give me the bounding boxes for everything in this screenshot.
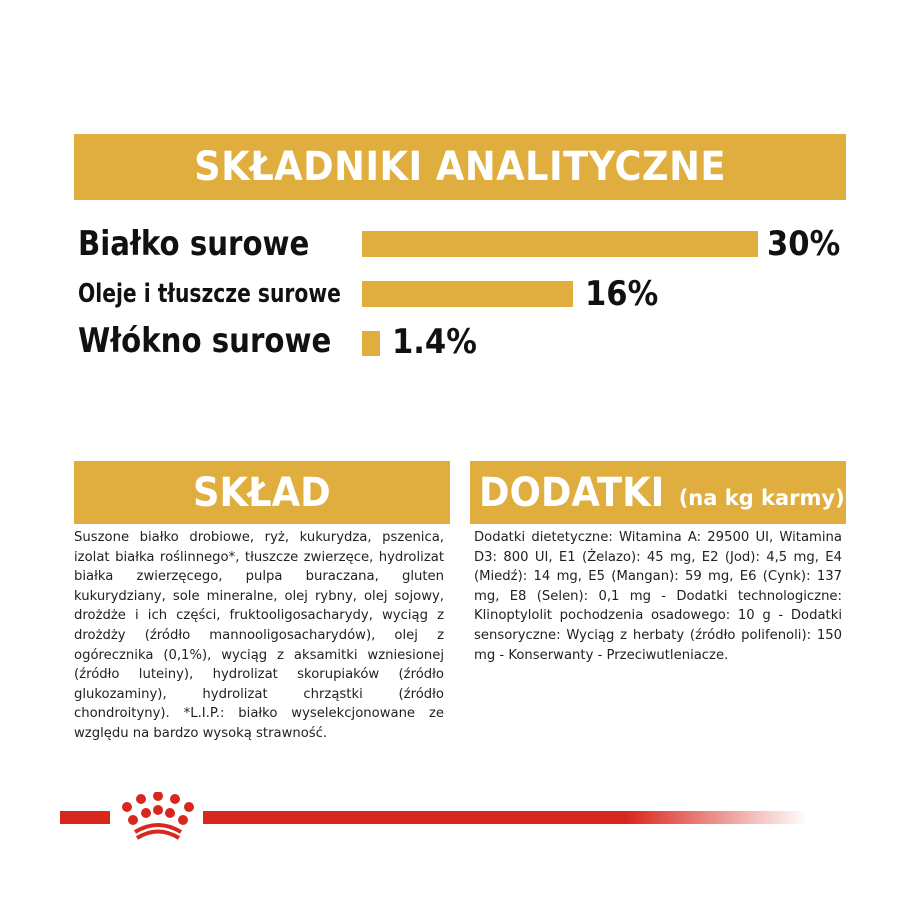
header-title: SKŁADNIKI ANALITYCZNE <box>194 144 726 190</box>
additives-title: DODATKI <box>479 469 665 516</box>
additives-text: Dodatki dietetyczne: Witamina A: 29500 UI, Witamina D3: 800 UI, E1 (Żelazo): 45 mg, E2 (Jod): 4,5 mg, E4 (Miedź): 14 mg, E5 (Mangan): 59 mg, E6 (Cynk): 137 mg, E8 (Selen): 0,1 mg - Dodatki technologiczne: Klinoptylolit pochodzenia osadowego: 10 g - Dodatki sensoryczne: Wyciąg z herbaty (źródło polifenoli): 150 mg - Konserwanty - Przeciwutleniacze. <box>474 530 842 663</box>
nutrient-value-protein: 30% <box>767 224 841 264</box>
nutrient-label-fiber: Włókno surowe <box>78 321 332 361</box>
nutrient-value-fiber: 1.4% <box>392 322 477 362</box>
royal-canin-crown-icon <box>115 792 201 842</box>
composition-header <box>74 461 450 524</box>
additives-subtitle: (na kg karmy) <box>678 486 845 510</box>
nutrient-label-fat: Oleje i tłuszcze surowe <box>78 279 341 309</box>
nutrient-bar-protein <box>362 231 758 257</box>
footer-red-line-left <box>60 811 110 824</box>
additives-header <box>470 461 846 524</box>
analytical-constituents-header <box>74 134 846 200</box>
composition-text: Suszone białko drobiowe, ryż, kukurydza, pszenica, izolat białka roślinnego*, tłuszcze zwierzęce, hydrolizat białka zwierzęcego, pulpa buraczana, gluten kukurydziany, sole mineralne, olej rybny, olej sojowy, drożdże i ich części, fruktooligosacharydy, wyciąg z drożdży (źródło mannooligosacharydów), olej z ogórecznika (0,1%), wyciąg z aksamitki wzniesionej (źródło luteiny), hydrolizat skorupiaków (źródło glukozaminy), hydrolizat chrząstki (źródło chondroityny). *L.I.P.: białko wyselekcjonowane ze względu na bardzo wysoką strawność. <box>74 530 444 741</box>
nutrient-label-protein: Białko surowe <box>78 224 310 264</box>
footer-red-line-right <box>203 811 808 824</box>
nutrient-bar-fiber <box>362 331 380 356</box>
nutrient-bar-fat <box>362 281 573 307</box>
nutrient-value-fat: 16% <box>585 274 659 314</box>
composition-title: SKŁAD <box>193 469 331 516</box>
